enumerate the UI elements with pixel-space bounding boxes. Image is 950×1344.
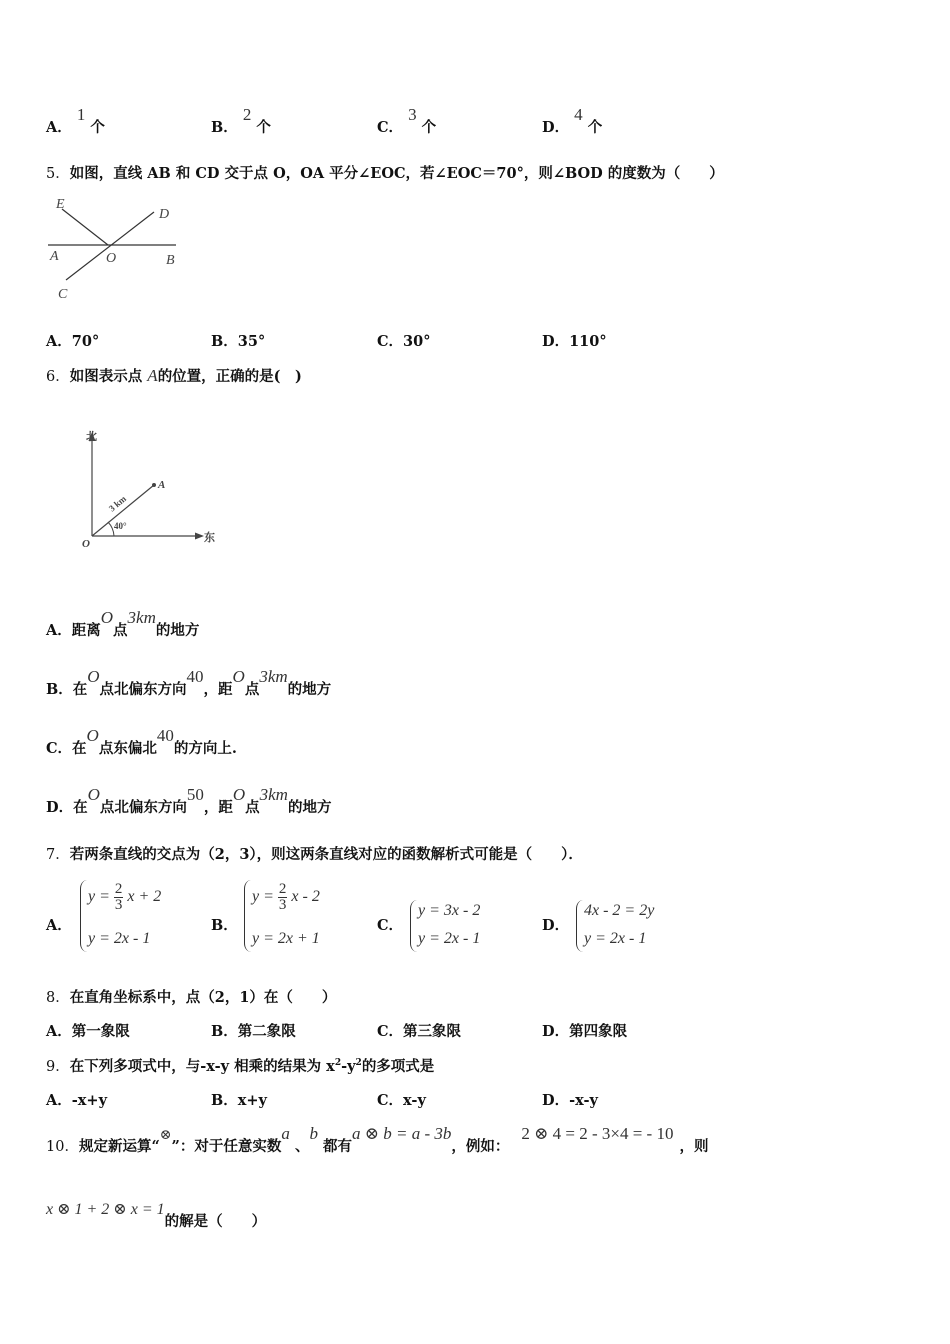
q5-option-c[interactable]: C．30° xyxy=(377,333,431,350)
q4-option-c[interactable]: C． 3 个 xyxy=(377,105,437,136)
q7-option-c-label[interactable]: C． xyxy=(377,917,404,934)
q5-label-o: O xyxy=(106,251,117,266)
q9-question: 9．在下列多项式中，与-x-y 相乘的结果为 $x^2-y^2$的多项式是 xyxy=(46,1058,435,1075)
q6-label-a: A xyxy=(158,479,166,491)
q6-label-origin: O xyxy=(82,538,90,550)
q8-option-a[interactable]: A．第一象限 xyxy=(46,1023,130,1040)
q8-option-c[interactable]: C．第三象限 xyxy=(377,1023,462,1040)
q5-label-d: D xyxy=(159,207,170,222)
q9-option-a[interactable]: A．-x+y xyxy=(46,1092,108,1109)
q5-option-b[interactable]: B．35° xyxy=(211,333,266,350)
q8-option-b[interactable]: B．第二象限 xyxy=(211,1023,296,1040)
q6-option-b[interactable]: B．在O点北偏东方向40，距O点3km的地方 xyxy=(46,667,332,698)
otimes-symbol: ⊗ xyxy=(159,1128,172,1143)
q5-label-a: A xyxy=(50,249,59,264)
q4-option-a[interactable]: A． 1 个 xyxy=(46,105,105,136)
q5-label-c: C xyxy=(58,287,68,302)
q8-question: 8．在直角坐标系中，点（2，1）在（ ） xyxy=(46,989,337,1006)
q6-option-d[interactable]: D．在O点北偏东方向50，距O点3km的地方 xyxy=(46,785,332,816)
q9-option-b[interactable]: B．x+y xyxy=(211,1092,267,1109)
q8-option-d[interactable]: D．第四象限 xyxy=(542,1023,628,1040)
q6-figure xyxy=(76,424,218,550)
q6-label-north: 北 xyxy=(86,431,97,443)
q7-question: 7．若两条直线的交点为（2，3），则这两条直线对应的函数解析式可能是（ ）． xyxy=(46,846,583,863)
q10-equation-line: x ⊗ 1 + 2 ⊗ x = 1的解是（ ） xyxy=(46,1201,267,1230)
q5-question: 5．如图，直线 AB 和 CD 交于点 O，OA 平分∠EOC，若∠EOC＝70°，则∠BOD 的度数为（ ） xyxy=(46,165,724,182)
q5-option-d[interactable]: D．110° xyxy=(542,333,607,350)
q5-figure xyxy=(44,192,186,304)
q6-label-east: 东 xyxy=(204,532,215,544)
q6-option-a[interactable]: A．距离O点3km的地方 xyxy=(46,608,200,639)
q4-option-b[interactable]: B． 2 个 xyxy=(211,105,271,136)
q7-option-a-label[interactable]: A． xyxy=(46,917,72,934)
q5-option-a[interactable]: A．70° xyxy=(46,333,100,350)
q6-question: 6．如图表示点 A的位置，正确的是( ) xyxy=(46,366,302,385)
q9-option-c[interactable]: C．x-y xyxy=(377,1092,426,1109)
q10-equation: x ⊗ 1 + 2 ⊗ x = 1 xyxy=(46,1201,165,1218)
q6-label-angle: 40° xyxy=(114,521,127,531)
q5-label-e: E xyxy=(56,197,65,212)
q6-option-c[interactable]: C．在O点东偏北40的方向上. xyxy=(46,726,237,757)
q10-question: 10．规定新运算“⊗”：对于任意实数a 、b 都有a ⊗ b = a - 3b，例如：2 ⊗ 4 = 2 - 3×4 = - 10，则 xyxy=(46,1124,709,1155)
q4-option-d[interactable]: D． 4 个 xyxy=(542,105,603,136)
q6-label-distance: 3 km xyxy=(106,493,129,514)
q7-option-b-label[interactable]: B． xyxy=(211,917,238,934)
q9-option-d[interactable]: D．-x-y xyxy=(542,1092,598,1109)
q7-option-d-label[interactable]: D． xyxy=(542,917,570,934)
q5-label-b: B xyxy=(166,253,175,268)
